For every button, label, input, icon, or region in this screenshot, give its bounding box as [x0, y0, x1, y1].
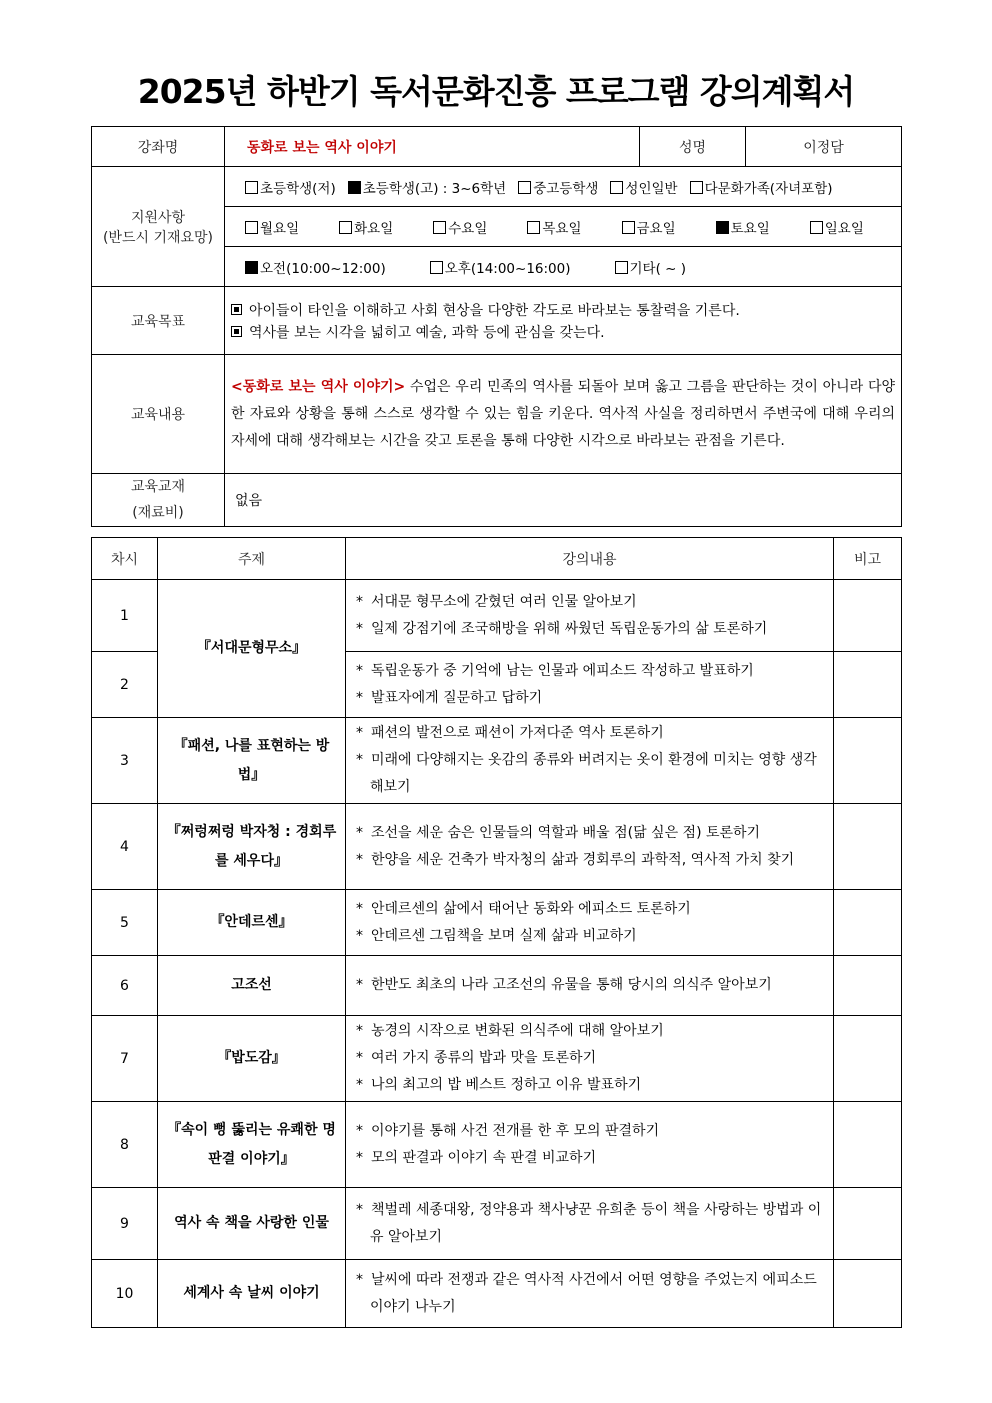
checkbox-option[interactable]: [245, 177, 336, 197]
goal-label: 교육목표: [92, 287, 225, 355]
lecture-content: [346, 1016, 834, 1102]
session-note: [834, 1016, 902, 1102]
checkbox-checked-icon[interactable]: [348, 181, 361, 194]
session-topic: 역사 속 책을 사랑한 인물: [158, 1188, 346, 1260]
lecture-item: * 나의 최고의 밥 베스트 정하고 이유 발표하기: [356, 1077, 642, 1093]
lecture-item: * 이야기를 통해 사건 전개를 한 후 모의 판결하기: [356, 1122, 660, 1139]
course-label: 강좌명: [92, 127, 225, 167]
bullet-icon: *: [356, 977, 363, 993]
checkbox-option[interactable]: [339, 217, 393, 237]
instructor-name: 이정담: [746, 127, 902, 167]
checkbox-label: 오후(14:00~16:00): [444, 260, 571, 277]
checkbox-label: 목요일: [542, 220, 582, 237]
checkbox-label: 일요일: [824, 220, 864, 237]
lecture-item: * 한반도 최초의 나라 고조선의 유물을 통해 당시의 의식주 알아보기: [356, 977, 772, 993]
lecture-item: * 책벌레 세종대왕, 정약용과 책사냥꾼 유희춘 등이 책을 사랑하는 방법과 이유 알아보기: [356, 1201, 822, 1245]
table-row: [92, 718, 902, 804]
table-row: [92, 956, 902, 1016]
checkbox-checked-icon[interactable]: [716, 221, 729, 234]
header-topic: 주제: [158, 538, 346, 580]
lecture-item: * 농경의 시작으로 변화된 의식주에 대해 알아보기: [356, 1023, 664, 1039]
lecture-item: * 날씨에 따라 전쟁과 같은 역사적 사건에서 어떤 영향을 주었는지 에피소드 이야기 나누기: [356, 1271, 817, 1315]
checkbox-option[interactable]: [348, 177, 506, 197]
lecture-content: [346, 1260, 834, 1328]
checkbox-label: 중고등학생: [533, 180, 599, 197]
content-text: [225, 355, 902, 474]
header-note: 비고: [834, 538, 902, 580]
checkbox-label: 금요일: [636, 220, 676, 237]
session-note: [834, 956, 902, 1016]
support-label-main: 지원사항: [130, 209, 186, 226]
session-number: 3: [92, 718, 158, 804]
lecture-content: [346, 890, 834, 956]
bullet-icon: *: [356, 593, 363, 610]
checkbox-square-icon: [231, 304, 242, 315]
lecture-content: [346, 1188, 834, 1260]
bullet-icon: *: [356, 824, 363, 841]
lecture-content: [346, 652, 834, 718]
bullet-icon: *: [356, 927, 363, 944]
lecture-content: [346, 956, 834, 1016]
session-topic: 『안데르센』: [158, 890, 346, 956]
content-body: 수업은 우리 민족의 역사를 되돌아 보며 옳고 그름을 판단하는 것이 아니라 다양한 자료와 상황을 통해 스스로 생각할 수 있는 힘을 키운다. 역사적 사실을 정리하면서 주변국에 대해 우리의 자세에 대해 생각해보는 시간을 갖고 토론을 통해 다양한 시각으로 바라보는 관점을 기른다.: [231, 378, 896, 449]
lecture-item: * 안데르센 그림책을 보며 실제 삶과 비교하기: [356, 927, 637, 944]
info-table: [91, 126, 902, 527]
table-row: [92, 1260, 902, 1328]
session-number: 6: [92, 956, 158, 1016]
lecture-item: * 여러 가지 종류의 밥과 맛을 토론하기: [356, 1050, 597, 1066]
checkbox-label: 월요일: [260, 220, 300, 237]
session-number: 4: [92, 804, 158, 890]
lecture-content: [346, 804, 834, 890]
bullet-icon: *: [356, 1271, 363, 1288]
session-number: 5: [92, 890, 158, 956]
lecture-item: * 발표자에게 질문하고 답하기: [356, 689, 543, 706]
session-topic: 『속이 뻥 뚫리는 유쾌한 명판결 이야기』: [158, 1102, 346, 1188]
checkbox-label: 기타( ~ ): [629, 260, 687, 277]
lecture-item: * 독립운동가 중 기억에 남는 인물과 에피소드 작성하고 발표하기: [356, 662, 754, 679]
checkbox-empty-icon[interactable]: [339, 221, 352, 234]
schedule-table: [91, 537, 902, 1328]
checkbox-option[interactable]: [518, 177, 598, 197]
session-note: [834, 718, 902, 804]
checkbox-option[interactable]: [615, 257, 687, 277]
checkbox-option[interactable]: [245, 217, 299, 237]
table-row: [92, 1102, 902, 1188]
lecture-item: * 한양을 세운 건축가 박자청의 삶과 경회루의 과학적, 역사적 가치 찾기: [356, 851, 795, 868]
session-note: [834, 1260, 902, 1328]
checkbox-option[interactable]: [245, 257, 386, 277]
checkbox-empty-icon[interactable]: [610, 181, 623, 194]
checkbox-empty-icon[interactable]: [690, 181, 703, 194]
bullet-icon: *: [356, 1077, 363, 1093]
checkbox-empty-icon[interactable]: [622, 221, 635, 234]
session-topic: 『밥도감』: [158, 1016, 346, 1102]
target-checkboxes: [245, 177, 895, 197]
session-number: 8: [92, 1102, 158, 1188]
goal-item: 아이들이 타인을 이해하고 사회 현상을 다양한 각도로 바라보는 통찰력을 기른다.: [231, 300, 895, 320]
session-note: [834, 580, 902, 652]
session-number: 1: [92, 580, 158, 652]
page-title: 2025년 하반기 독서문화진흥 프로그램 강의계획서: [137, 72, 855, 111]
bullet-icon: *: [356, 851, 363, 868]
bullet-icon: *: [356, 1050, 363, 1066]
session-number: 10: [92, 1260, 158, 1328]
session-topic: 『패션, 나를 표현하는 방법』: [158, 718, 346, 804]
checkbox-option[interactable]: [430, 257, 571, 277]
session-note: [834, 652, 902, 718]
session-note: [834, 804, 902, 890]
bullet-icon: *: [356, 662, 363, 679]
header-session: 차시: [92, 538, 158, 580]
table-row: [92, 1016, 902, 1102]
checkbox-option[interactable]: [810, 217, 864, 237]
checkbox-empty-icon[interactable]: [810, 221, 823, 234]
checkbox-empty-icon[interactable]: [518, 181, 531, 194]
table-row: [92, 580, 902, 652]
checkbox-option[interactable]: [610, 177, 677, 197]
table-row: [92, 804, 902, 890]
bullet-icon: *: [356, 620, 363, 637]
checkbox-label: 초등학생(저): [260, 180, 336, 197]
session-note: [834, 1102, 902, 1188]
table-row: [92, 1188, 902, 1260]
bullet-icon: *: [356, 1023, 363, 1039]
checkbox-empty-icon[interactable]: [433, 221, 446, 234]
goal-list: [225, 287, 902, 355]
checkbox-label: 다문화가족(자녀포함): [704, 180, 833, 197]
lecture-item: * 패션의 발전으로 패션이 가져다준 역사 토론하기: [356, 725, 664, 741]
checkbox-option[interactable]: [527, 217, 581, 237]
lecture-item: * 조선을 세운 숨은 인물들의 역할과 배울 점(닮 싶은 점) 토론하기: [356, 824, 761, 841]
lecture-item: * 일제 강점기에 조국해방을 위해 싸웠던 독립운동가의 삶 토론하기: [356, 620, 768, 637]
bullet-icon: *: [356, 1122, 363, 1139]
checkbox-option[interactable]: [622, 217, 676, 237]
header-content: 강의내용: [346, 538, 834, 580]
content-label: 교육내용: [92, 355, 225, 474]
session-topic: 세계사 속 날씨 이야기: [158, 1260, 346, 1328]
bullet-icon: *: [356, 725, 363, 741]
checkbox-label: 성인일반: [625, 180, 678, 197]
bullet-icon: *: [356, 900, 363, 917]
name-label: 성명: [640, 127, 746, 167]
checkbox-empty-icon[interactable]: [430, 261, 443, 274]
checkbox-empty-icon[interactable]: [245, 221, 258, 234]
checkbox-checked-icon[interactable]: [245, 261, 258, 274]
lecture-content: [346, 718, 834, 804]
checkbox-option[interactable]: [433, 217, 487, 237]
checkbox-label: 초등학생(고) : 3~6학년: [362, 180, 507, 197]
session-number: 7: [92, 1016, 158, 1102]
session-topic: 『쩌렁쩌렁 박자청 : 경회루를 세우다』: [158, 804, 346, 890]
lecture-item: * 안데르센의 삶에서 태어난 동화와 에피소드 토론하기: [356, 900, 691, 917]
support-label: [92, 167, 225, 287]
bullet-icon: *: [356, 1149, 363, 1166]
table-row: [92, 890, 902, 956]
session-note: [834, 890, 902, 956]
session-number: 9: [92, 1188, 158, 1260]
content-highlight: <동화로 보는 역사 이야기>: [231, 378, 406, 395]
time-checkboxes: [245, 257, 895, 277]
session-topic: 『서대문형무소』: [158, 580, 346, 718]
bullet-icon: *: [356, 752, 363, 768]
session-number: 2: [92, 652, 158, 718]
lecture-item: * 모의 판결과 이야기 속 판결 비교하기: [356, 1149, 597, 1166]
support-label-note: (반드시 기재요망): [102, 229, 214, 246]
checkbox-option[interactable]: [690, 177, 833, 197]
lecture-item: * 서대문 형무소에 갇혔던 여러 인물 알아보기: [356, 593, 637, 610]
goal-item: 역사를 보는 시각을 넓히고 예술, 과학 등에 관심을 갖는다.: [231, 322, 895, 342]
material-value: 없음: [225, 474, 902, 527]
lecture-content: [346, 1102, 834, 1188]
lecture-content: [346, 580, 834, 652]
session-note: [834, 1188, 902, 1260]
checkbox-label: 토요일: [730, 220, 770, 237]
checkbox-option[interactable]: [716, 217, 770, 237]
checkbox-empty-icon[interactable]: [245, 181, 258, 194]
bullet-icon: *: [356, 1201, 363, 1218]
session-topic: 고조선: [158, 956, 346, 1016]
checkbox-empty-icon[interactable]: [615, 261, 628, 274]
checkbox-label: 오전(10:00~12:00): [260, 260, 386, 277]
checkbox-empty-icon[interactable]: [527, 221, 540, 234]
bullet-icon: *: [356, 689, 363, 706]
day-checkboxes: [245, 217, 895, 237]
checkbox-label: 화요일: [354, 220, 394, 237]
material-label: 교육교재 (재료비): [92, 474, 225, 527]
lecture-item: * 미래에 다양해지는 옷감의 종류와 버려지는 옷이 환경에 미치는 영향 생각해보기: [356, 752, 817, 795]
course-name: 동화로 보는 역사 이야기: [247, 139, 397, 156]
checkbox-square-icon: [231, 326, 242, 337]
checkbox-label: 수요일: [448, 220, 488, 237]
